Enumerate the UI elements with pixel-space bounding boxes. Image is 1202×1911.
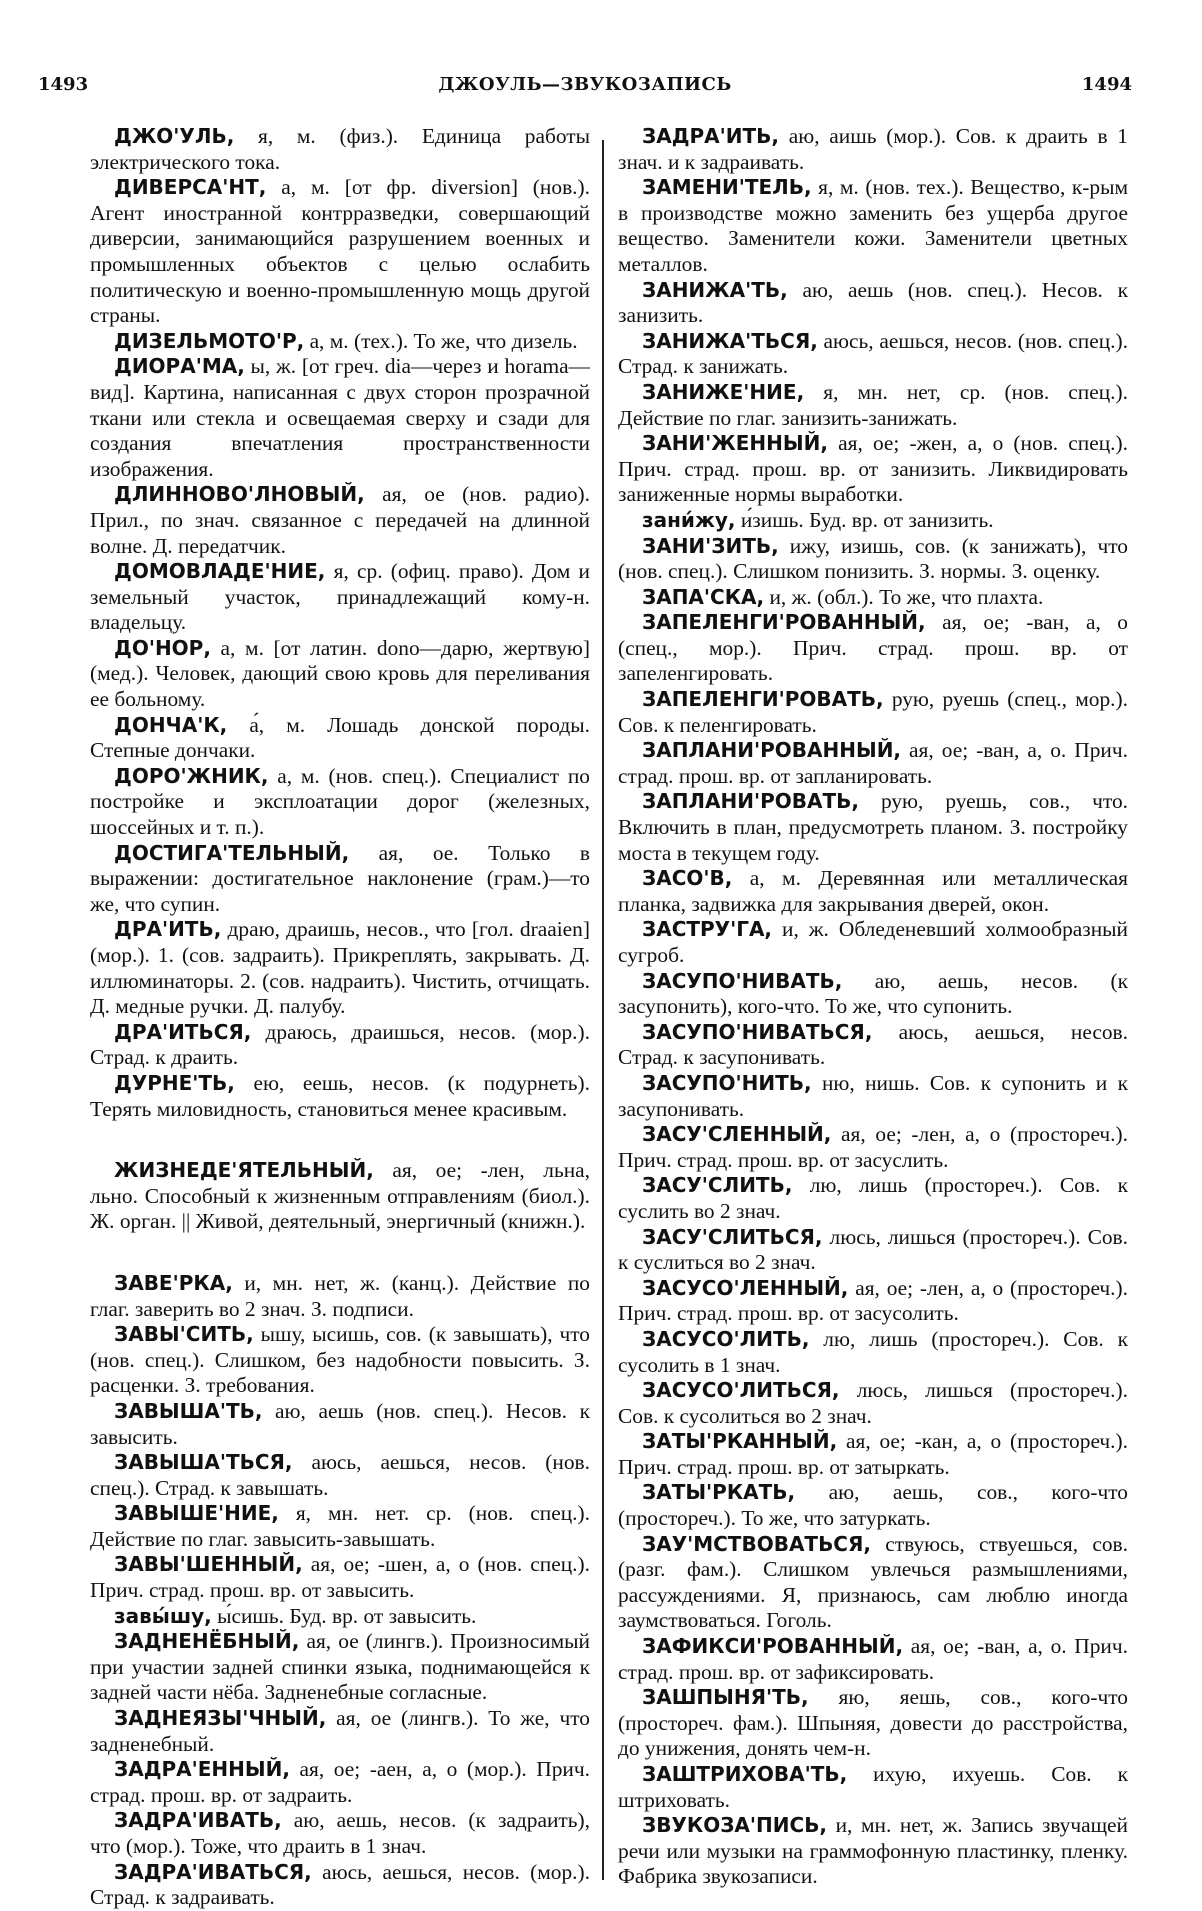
dictionary-entry xyxy=(618,866,1128,917)
dictionary-entry xyxy=(90,1604,590,1630)
entry-definition: аю, аешь (нов. спец.). Несов. к завысить. xyxy=(90,1398,590,1449)
entry-definition: а, м. [от фр. diversion] (нов.). Агент иностранной контрразведки, совершающий диверсии, занимающийся разрушением военных и промышленных объектов с целью ослабить политическую и военно-промышленную мощь другой страны. xyxy=(90,175,590,328)
entry-headword: ЗАВЫША'ТЬ, xyxy=(114,1398,263,1423)
entry-definition: ая, ое (нов. радио). Прил., по знач. связанное с передачей на длинной волне. Д. передатчик. xyxy=(90,482,590,558)
dictionary-entry xyxy=(90,1860,590,1911)
entry-definition: ая, ое. Только в выражении: достигательное наклонение (грам.)—то же, что супин. xyxy=(90,840,590,916)
dictionary-entry xyxy=(618,431,1128,508)
dictionary-entry xyxy=(618,1762,1128,1813)
entry-headword: зани́жу, xyxy=(642,507,736,532)
dictionary-entry xyxy=(618,1071,1128,1122)
entry-headword: ЗАПЕЛЕНГИ'РОВАТЬ, xyxy=(642,687,884,712)
page-header xyxy=(38,74,1132,102)
entry-definition: ствуюсь, ствуешься, сов. (разг. фам.). Слишком увлечься размышлениями, рассуждениями. Я, признаюсь, сам люблю иногда заумствоваться. Гоголь. xyxy=(618,1531,1128,1633)
entry-definition: я, мн. нет, ср. (нов. спец.). Действие по глаг. занизить-занижать. xyxy=(618,379,1128,430)
entry-definition: а, м. [от латин. dono—дарю, жертвую] (мед.). Человек, дающий свою кровь для переливания ее больному. xyxy=(90,635,590,712)
dictionary-entry xyxy=(618,534,1128,585)
dictionary-entry xyxy=(90,1322,590,1399)
entry-definition: аю, аешь (нов. спец.). Несов. к занизить. xyxy=(618,277,1128,328)
entry-definition: и, мн. нет, ж. Запись звучащей речи или музыки на граммофонную пластинку, пленку. Фабрика звукозаписи. xyxy=(618,1813,1128,1889)
dictionary-entry xyxy=(90,917,590,1019)
entry-definition: аюсь, аешься, несов. Страд. к засупонивать. xyxy=(618,1019,1128,1070)
entry-headword: ЗАСУ'СЛИТЬСЯ, xyxy=(642,1224,823,1249)
entry-definition: аюсь, аешься, несов. (нов. спец.). Страд. к занижать. xyxy=(618,328,1128,379)
dictionary-entry xyxy=(618,1276,1128,1327)
dictionary-entry xyxy=(618,1020,1128,1071)
dictionary-entry xyxy=(90,636,590,713)
dictionary-entry xyxy=(618,1225,1128,1276)
entry-definition: я, ср. (офиц. право). Дом и земельный участок, принадлежащий кому-н. владельцу. xyxy=(90,559,590,635)
entry-definition: а, м. (тех.). То же, что дизель. xyxy=(304,328,578,353)
entry-definition: рую, руешь (спец., мор.). Сов. к пеленгировать. xyxy=(618,687,1128,737)
dictionary-entry xyxy=(618,585,1128,611)
entry-definition: аюсь, аешься, несов. (нов. спец.). Страд. к завышать. xyxy=(90,1450,590,1500)
entry-headword: ДРА'ИТЬ, xyxy=(114,917,222,942)
dictionary-entry xyxy=(618,1480,1128,1531)
entry-headword: ЗАНИ'ЖЕННЫЙ, xyxy=(642,431,828,456)
dictionary-entry xyxy=(618,1122,1128,1173)
dictionary-entry xyxy=(90,1158,590,1235)
entry-definition: и́зишь. Буд. вр. от занизить. xyxy=(735,507,994,532)
dictionary-entry xyxy=(618,969,1128,1020)
entry-headword: ЗАВЕ'РКА, xyxy=(114,1270,233,1295)
entry-headword: ЗАУ'МСТВОВАТЬСЯ, xyxy=(642,1531,871,1556)
dictionary-entry xyxy=(90,841,590,918)
entry-headword: ЗАПЛАНИ'РОВАТЬ, xyxy=(642,789,859,814)
entry-headword: ЗАСУПО'НИВАТЬСЯ, xyxy=(642,1019,873,1044)
dictionary-entry xyxy=(90,1706,590,1757)
entry-definition: аю, аешь, несов. (к задраить), что (мор.). Тоже, что драить в 1 знач. xyxy=(90,1808,590,1858)
entry-definition: ая, ое; -лен, а, о (простореч.). Прич. страд. прош. вр. от засусолить. xyxy=(618,1275,1128,1326)
entry-definition: люсь, лишься (простореч.). Сов. к суслиться во 2 знач. xyxy=(618,1224,1128,1275)
entry-definition: а́, м. Лошадь донской породы. Степные дончаки. xyxy=(90,712,590,763)
entry-definition: ая, ое (лингв.). Произносимый при участии задней спинки языка, поднимающейся к задней части нёба. Задненебные согласные. xyxy=(90,1629,590,1705)
dictionary-entry xyxy=(90,1271,590,1322)
entry-headword: ЗАМЕНИ'ТЕЛЬ, xyxy=(642,175,812,200)
dictionary-entry xyxy=(618,508,1128,534)
dictionary-entry xyxy=(90,124,590,175)
left-column xyxy=(90,124,590,1911)
entry-headword: ДУРНЕ'ТЬ, xyxy=(114,1070,235,1095)
dictionary-entry xyxy=(90,1020,590,1071)
entry-headword: ДОМОВЛАДЕ'НИЕ, xyxy=(114,559,326,584)
dictionary-entry xyxy=(618,789,1128,866)
entry-headword: ДИОРА'МА, xyxy=(114,354,245,379)
entry-headword: ЗАДРА'ЕННЫЙ, xyxy=(114,1757,290,1782)
entry-headword: ЗАНИЖЕ'НИЕ, xyxy=(642,379,805,404)
dictionary-entry xyxy=(90,1501,590,1552)
dictionary-entry xyxy=(618,124,1128,175)
entry-definition: я, м. (физ.). Единица работы электрического тока. xyxy=(90,124,590,174)
dictionary-entry xyxy=(618,278,1128,329)
dictionary-entry xyxy=(90,1450,590,1501)
entry-headword: ЗАДРА'ИТЬ, xyxy=(642,124,779,148)
entry-headword: ЗАВЫ'ШЕННЫЙ, xyxy=(114,1552,303,1577)
entry-headword: ЗАДНЕНЁБНЫЙ, xyxy=(114,1629,300,1654)
entry-definition: и, мн. нет, ж. (канц.). Действие по глаг. заверить во 2 знач. З. подписи. xyxy=(90,1270,590,1321)
dictionary-entry xyxy=(618,1378,1128,1429)
entry-headword: завы́шу, xyxy=(114,1603,212,1628)
right-column xyxy=(618,124,1128,1890)
entry-definition: ы, ж. [от греч. dia—через и horama—вид]. Картина, написанная с двух сторон прозрачной ткани или стекла и освещаемая сверху и сзади для создания впечатления пространственности изображения. xyxy=(90,354,590,481)
entry-headword: ЗВУКОЗА'ПИСЬ, xyxy=(642,1813,828,1838)
entry-headword: ЗАПЕЛЕНГИ'РОВАННЫЙ, xyxy=(642,610,926,635)
dictionary-entry xyxy=(90,1808,590,1859)
dictionary-entry xyxy=(618,380,1128,431)
entry-headword: ДОСТИГА'ТЕЛЬНЫЙ, xyxy=(114,840,350,865)
dictionary-entry xyxy=(618,917,1128,968)
entry-headword: ЖИЗНЕДЕ'ЯТЕЛЬНЫЙ, xyxy=(114,1158,374,1183)
section-gap xyxy=(90,1122,590,1158)
entry-definition: ая, ое; -кан, а, о (простореч.). Прич. страд. прош. вр. от затыркать. xyxy=(618,1429,1128,1479)
dictionary-entry xyxy=(618,1532,1128,1634)
entry-definition: аю, аишь (мор.). Сов. к драить в 1 знач. и к задраивать. xyxy=(618,124,1128,174)
entry-definition: аюсь, аешься, несов. (мор.). Страд. к задраивать. xyxy=(90,1859,590,1910)
entry-headword: ЗАПЛАНИ'РОВАННЫЙ, xyxy=(642,738,902,763)
entry-definition: рую, руешь, сов., что. Включить в план, предусмотреть планом. З. постройку моста в текущем году. xyxy=(618,789,1128,865)
entry-definition: ышу, ысишь, сов. (к завышать), что (нов. спец.). Слишком, без надобности повысить. З. расценки. З. требования. xyxy=(90,1322,590,1398)
entry-definition: ая, ое; -шен, а, о (нов. спец.). Прич. страд. прош. вр. от завысить. xyxy=(90,1552,590,1603)
dictionary-entry xyxy=(618,1429,1128,1480)
entry-definition: яю, яешь, сов., кого-что (простореч. фам.). Шпыняя, довести до расстройства, до унижения, донять чем-н. xyxy=(618,1685,1128,1761)
entry-headword: ЗАСУСО'ЛИТЬ, xyxy=(642,1326,810,1351)
entry-headword: ЗАДРА'ИВАТЬ, xyxy=(114,1808,282,1833)
dictionary-entry xyxy=(90,354,590,482)
entry-definition: ая, ое; -ван, а, о. Прич. страд. прош. вр. от запланировать. xyxy=(618,738,1128,788)
dictionary-entry xyxy=(90,559,590,636)
entry-headword: ЗАСУСО'ЛЕННЫЙ, xyxy=(642,1275,849,1300)
entry-definition: ая, ое (лингв.). То же, что задненебный. xyxy=(90,1706,590,1756)
entry-definition: ая, ое; -жен, а, о (нов. спец.). Прич. страд. прош. вр. от занизить. Ликвидировать заниженные нормы выработки. xyxy=(618,431,1128,507)
entry-definition: лю, лишь (простореч.). Сов. к сусолить в 1 знач. xyxy=(618,1326,1128,1377)
dictionary-entry xyxy=(618,1685,1128,1762)
entry-headword: ЗАВЫ'СИТЬ, xyxy=(114,1322,254,1347)
entry-definition: а, м. Деревянная или металлическая планка, задвижка для закрывания дверей, окон. xyxy=(618,866,1128,916)
entry-headword: ЗАФИКСИ'РОВАННЫЙ, xyxy=(642,1634,904,1659)
entry-headword: ЗАВЫШЕ'НИЕ, xyxy=(114,1501,279,1526)
entry-definition: люсь, лишься (простореч.). Сов. к сусолиться во 2 знач. xyxy=(618,1378,1128,1428)
entry-definition: и, ж. (обл.). То же, что плахта. xyxy=(764,584,1044,609)
dictionary-entry xyxy=(618,1813,1128,1890)
entry-headword: ЗАНИЖА'ТЬСЯ, xyxy=(642,328,818,353)
entry-definition: аю, аешь, несов. (к засупонить), кого-что. То же, что супонить. xyxy=(618,968,1128,1019)
entry-headword: ЗАСУСО'ЛИТЬСЯ, xyxy=(642,1378,840,1403)
entry-definition: и, ж. Обледеневший холмообразный сугроб. xyxy=(618,917,1128,967)
entry-definition: ая, ое; -лен, а, о (простореч.). Прич. страд. прош. вр. от засуслить. xyxy=(618,1122,1128,1172)
dictionary-entry xyxy=(618,329,1128,380)
entry-headword: ЗАСУПО'НИВАТЬ, xyxy=(642,968,843,993)
dictionary-entry xyxy=(618,687,1128,738)
entry-headword: ЗАПА'СКА, xyxy=(642,584,765,609)
entry-headword: ЗАСУ'СЛЕННЫЙ, xyxy=(642,1122,832,1147)
entry-definition: драюсь, драишься, несов. (мор.). Страд. к драить. xyxy=(90,1019,590,1070)
dictionary-entry xyxy=(90,1552,590,1603)
entry-definition: аю, аешь, сов., кого-что (простореч.). То же, что затуркать. xyxy=(618,1480,1128,1531)
entry-headword: ДРА'ИТЬСЯ, xyxy=(114,1019,252,1044)
dictionary-entry xyxy=(90,713,590,764)
entry-definition: ихую, ихуешь. Сов. к штриховать. xyxy=(618,1762,1128,1812)
entry-definition: ею, еешь, несов. (к подурнеть). Терять миловидность, становиться менее красивым. xyxy=(90,1070,590,1121)
entry-headword: ЗАТЫ'РКАННЫЙ, xyxy=(642,1429,838,1454)
entry-definition: ая, ое; -ван, а, о (спец., мор.). Прич. страд. прош. вр. от запеленгировать. xyxy=(618,610,1128,686)
dictionary-entry xyxy=(90,1757,590,1808)
entry-headword: ДОНЧА'К, xyxy=(114,712,228,737)
dictionary-entry xyxy=(618,610,1128,687)
dictionary-entry xyxy=(90,1071,590,1122)
entry-definition: ая, ое; -ван, а, о. Прич. страд. прош. вр. от зафиксировать. xyxy=(618,1634,1128,1684)
entry-definition: ая, ое; -аен, а, о (мор.). Прич. страд. прош. вр. от задраить. xyxy=(90,1757,590,1807)
entry-headword: ЗАСУ'СЛИТЬ, xyxy=(642,1173,793,1198)
dictionary-entry xyxy=(90,764,590,841)
entry-definition: я, м. (нов. тех.). Вещество, к-рым в производстве можно заменить без ущерба другое вещество. Заменители кожи. Заменители цветных металлов. xyxy=(618,175,1128,276)
dictionary-entry xyxy=(618,1327,1128,1378)
entry-headword: ЗАШТРИХОВА'ТЬ, xyxy=(642,1762,848,1786)
entry-headword: ЗАШПЫНЯ'ТЬ, xyxy=(642,1685,809,1710)
dictionary-entry xyxy=(618,1173,1128,1224)
page-number-left: 1493 xyxy=(38,74,89,95)
entry-definition: лю, лишь (простореч.). Сов. к суслить во 2 знач. xyxy=(618,1173,1128,1223)
dictionary-entry xyxy=(618,175,1128,277)
entry-headword: ЗАТЫ'РКАТЬ, xyxy=(642,1480,796,1505)
dictionary-entry xyxy=(90,482,590,559)
entry-headword: ДО'НОР, xyxy=(114,635,211,660)
entry-headword: ЗАСО'В, xyxy=(642,866,733,891)
entry-definition: а, м. (нов. спец.). Специалист по постройке и эксплоатации дорог (железных, шоссейных и т. п.). xyxy=(90,763,590,840)
entry-definition: драю, драишь, несов., что [гол. draaien] (мор.). 1. (сов. задраить). Прикреплять, закрывать. Д. иллюминаторы. 2. (сов. надраить). Чистить, отчищать. Д. медные ручки. Д. палубу. xyxy=(90,917,590,1019)
entry-headword: ЗАНИЖА'ТЬ, xyxy=(642,277,788,302)
entry-headword: ЗАСУПО'НИТЬ, xyxy=(642,1070,812,1095)
page-number-right: 1494 xyxy=(1081,74,1132,95)
dictionary-entry xyxy=(90,329,590,355)
section-gap xyxy=(90,1235,590,1271)
entry-headword: ЗАВЫША'ТЬСЯ, xyxy=(114,1450,293,1475)
entry-headword: ДОРО'ЖНИК, xyxy=(114,763,269,788)
dictionary-entry xyxy=(90,1399,590,1450)
dictionary-entry xyxy=(90,175,590,329)
entry-definition: я, мн. нет. ср. (нов. спец.). Действие по глаг. завысить-завышать. xyxy=(90,1501,590,1551)
column-divider xyxy=(602,140,604,1880)
entry-headword: ЗАСТРУ'ГА, xyxy=(642,917,773,942)
entry-definition: ню, нишь. Сов. к супонить и к засупонивать. xyxy=(618,1070,1128,1121)
entry-definition: ая, ое; -лен, льна, льно. Способный к жизненным отправлениям (биол.). Ж. орган. || Живой, деятельный, энергичный (книжн.). xyxy=(90,1158,590,1234)
running-title: ДЖОУЛЬ—ЗВУКОЗАПИСЬ xyxy=(438,74,732,95)
entry-definition: ы́сишь. Буд. вр. от завысить. xyxy=(211,1603,477,1628)
entry-headword: ЗАНИ'ЗИТЬ, xyxy=(642,533,779,558)
dictionary-entry xyxy=(618,738,1128,789)
entry-headword: ДЛИННОВО'ЛНОВЫЙ, xyxy=(114,482,365,507)
entry-definition: ижу, изишь, сов. (к занижать), что (нов. спец.). Слишком понизить. З. нормы. З. оценку. xyxy=(618,533,1128,584)
entry-headword: ДИЗЕЛЬМОТО'Р, xyxy=(114,328,305,353)
entry-headword: ДЖО'УЛЬ, xyxy=(114,124,235,148)
dictionary-entry xyxy=(618,1634,1128,1685)
entry-headword: ЗАДРА'ИВАТЬСЯ, xyxy=(114,1859,312,1884)
entry-headword: ДИВЕРСА'НТ, xyxy=(114,175,267,200)
dictionary-entry xyxy=(90,1629,590,1706)
entry-headword: ЗАДНЕЯЗЫ'ЧНЫЙ, xyxy=(114,1706,327,1731)
